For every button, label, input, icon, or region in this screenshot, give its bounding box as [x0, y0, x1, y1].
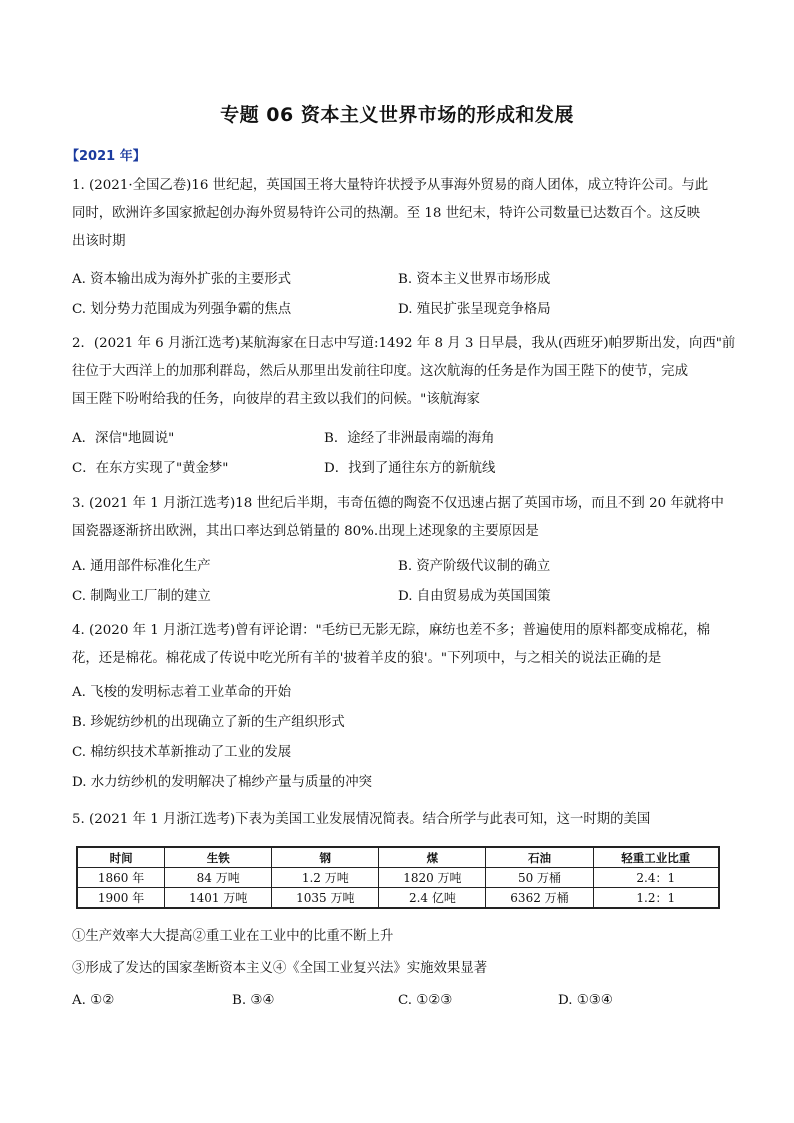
question-text-line: 花，还是棉花。棉花成了传说中吃光所有羊的'披着羊皮的狼'。"下列项中，与之相关的说法正确的是: [72, 651, 662, 666]
table-header-cell: 煤: [379, 847, 486, 868]
option-b: B. 资产阶级代议制的确立: [398, 559, 551, 574]
question-text-line: 同时，欧洲许多国家掀起创办海外贸易特许公司的热潮。至 18 世纪末，特许公司数量已达数百个。这反映: [72, 206, 701, 221]
option-d: D．找到了通往东方的新航线: [324, 461, 496, 476]
option-b: B．途经了非洲最南端的海角: [324, 431, 495, 446]
option-c: C. ①②③: [398, 993, 453, 1008]
question-text-line: 4. (2020 年 1 月浙江选考)曾有评论谓："毛纺已无影无踪，麻纺也差不多；普遍使用的原料都变成棉花，棉: [72, 623, 711, 638]
table-cell: 6362 万桶: [486, 888, 593, 909]
table-header-cell: 石油: [486, 847, 593, 868]
table-row: [77, 888, 719, 909]
table-header-row: [77, 847, 719, 868]
table-cell: 1.2：1: [593, 888, 719, 909]
question-text-line: 3. (2021 年 1 月浙江选考)18 世纪后半期，韦奇伍德的陶瓷不仅迅速占据了英国市场，而且不到 20 年就将中: [72, 496, 724, 511]
option-d: D. ①③④: [558, 993, 613, 1008]
option-a: A. 飞梭的发明标志着工业革命的开始: [72, 685, 292, 700]
option-a: A. ①②: [72, 993, 115, 1008]
table-cell: 84 万吨: [165, 868, 272, 888]
question-2-options: [72, 424, 722, 484]
table-cell: 2.4 亿吨: [379, 888, 486, 909]
table-cell: 50 万桶: [486, 868, 593, 888]
question-5: [72, 806, 722, 834]
option-d: D. 自由贸易成为英国国策: [398, 589, 551, 604]
table-cell: 1860 年: [77, 868, 165, 888]
question-1-options: [72, 265, 722, 325]
table-header-cell: 钢: [272, 847, 379, 868]
option-a: A. 通用部件标准化生产: [72, 559, 211, 574]
option-d: D. 水力纺纱机的发明解决了棉纱产量与质量的冲突: [72, 775, 372, 790]
page-title: 专题 06 资本主义世界市场的形成和发展: [220, 104, 574, 126]
option-c: C. 划分势力范围成为列强争霸的焦点: [72, 302, 292, 317]
question-4-options: [72, 678, 722, 798]
question-3-options: [72, 552, 722, 612]
question-4: [72, 617, 722, 673]
question-text-line: 往位于大西洋上的加那利群岛，然后从那里出发前往印度。这次航海的任务是作为国王陛下的使节，完成: [72, 364, 688, 379]
table-cell: 1900 年: [77, 888, 165, 909]
table-cell: 1820 万吨: [379, 868, 486, 888]
table-header-cell: 轻重工业比重: [593, 847, 719, 868]
table-row: [77, 868, 719, 888]
option-c: C. 制陶业工厂制的建立: [72, 589, 211, 604]
option-c: C．在东方实现了"黄金梦": [72, 461, 229, 476]
question-2: [72, 330, 736, 414]
option-a: A. 资本输出成为海外扩张的主要形式: [72, 272, 292, 287]
table-header-cell: 时间: [77, 847, 165, 868]
question-text-line: 5. (2021 年 1 月浙江选考)下表为美国工业发展情况简表。结合所学与此表可知，这一时期的美国: [72, 812, 651, 827]
table-cell: 1035 万吨: [272, 888, 379, 909]
option-b: B. 珍妮纺纱机的出现确立了新的生产组织形式: [72, 715, 345, 730]
question-text-line: 2．(2021 年 6 月浙江选考)某航海家在日志中写道:1492 年 8 月 3 日早晨，我从(西班牙)帕罗斯出发，向西"前: [72, 336, 736, 351]
question-3: [72, 490, 722, 546]
us-industry-table: [76, 846, 720, 909]
question-text-line: 出该时期: [72, 234, 126, 249]
table-cell: 2.4：1: [593, 868, 719, 888]
table-header-cell: 生铁: [165, 847, 272, 868]
question-text-line: 国瓷器逐渐挤出欧洲，其出口率达到总销量的 80%.出现上述现象的主要原因是: [72, 524, 539, 539]
question-text-line: 1. (2021·全国乙卷)16 世纪起，英国国王将大量特许状授予从事海外贸易的商人团体，成立特许公司。与此: [72, 178, 709, 193]
statement-line: ③形成了发达的国家垄断资本主义④《全国工业复兴法》实施效果显著: [72, 961, 488, 976]
section-heading: 【2021 年】: [66, 149, 146, 164]
option-c: C. 棉纺织技术革新推动了工业的发展: [72, 745, 292, 760]
table-cell: 1401 万吨: [165, 888, 272, 909]
option-b: B. 资本主义世界市场形成: [398, 272, 551, 287]
option-a: A．深信"地圆说": [72, 431, 175, 446]
table-cell: 1.2 万吨: [272, 868, 379, 888]
statement-line: ①生产效率大大提高②重工业在工业中的比重不断上升: [72, 929, 394, 944]
option-b: B. ③④: [232, 993, 275, 1008]
option-d: D. 殖民扩张呈现竞争格局: [398, 302, 551, 317]
question-1: [72, 172, 722, 256]
question-text-line: 国王陛下吩咐给我的任务，向彼岸的君主致以我们的问候。"该航海家: [72, 392, 480, 407]
question-5-options: [72, 986, 722, 1016]
question-5-statements: [72, 923, 722, 983]
